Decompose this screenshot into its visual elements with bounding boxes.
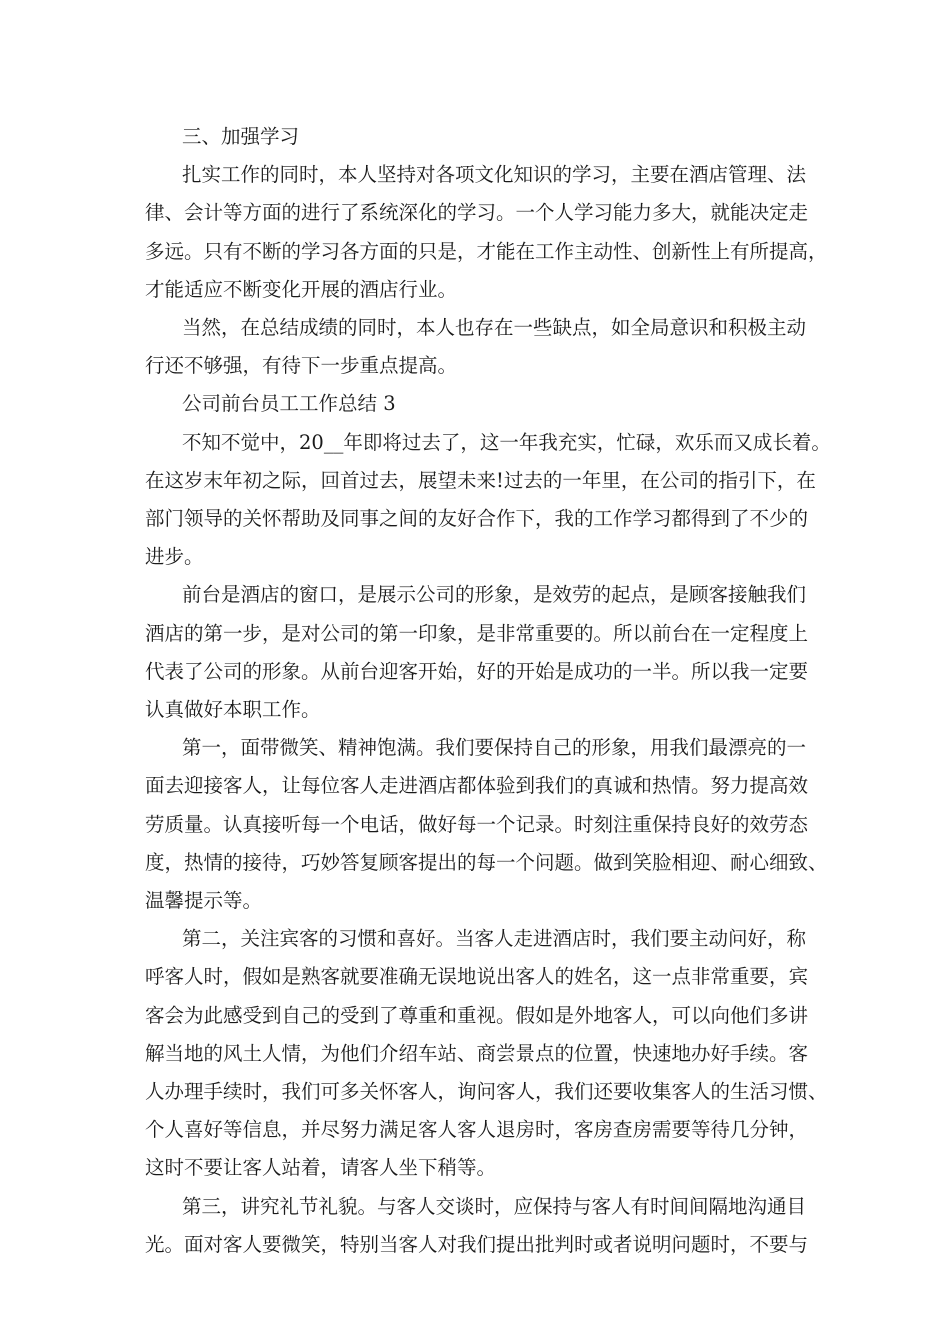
text-line: 解当地的风土人情，为他们介绍车站、商尝景点的位置，快速地办好手续。客 [145,1041,809,1065]
text-line: 认真做好本职工作。 [145,698,321,722]
text-line: 部门领导的关怀帮助及同事之间的友好合作下，我的工作学习都得到了不少的 [145,507,809,531]
text-line: 面去迎接客人，让每位客人走进酒店都体验到我们的真诚和热情。努力提高效 [145,774,809,798]
paragraph-shortcomings [145,309,813,385]
text-line: 温馨提示等。 [145,889,263,913]
paragraph-section-title [145,385,813,423]
text-line: 呼客人时，假如是熟客就要准确无误地说出客人的姓名，这一点非常重要，宾 [145,965,809,989]
text-line: 当然，在总结成绩的同时，本人也存在一些缺点，如全局意识和积极主动 [182,316,807,340]
paragraph-point-three [145,1188,813,1264]
paragraph-front-desk [145,576,813,729]
text-line: 律、会计等方面的进行了系统深化的学习。一个人学习能力多大，就能决定走 [145,201,809,225]
paragraph-point-two [145,920,828,1187]
text-line: 在这岁末年初之际，回首过去，展望未来!过去的一年里，在公司的指引下，在 [145,468,816,492]
paragraph-study [145,156,828,309]
document-body [145,118,831,1264]
text-line: 行还不够强，有待下一步重点提高。 [145,354,458,378]
paragraph-heading [145,118,813,156]
text-line: 客会为此感受到自己的受到了尊重和重视。假如是外地客人，可以向他们多讲 [145,1003,809,1027]
text-line: 才能适应不断变化开展的酒店行业。 [145,277,458,301]
text-line: 多远。只有不断的学习各方面的只是，才能在工作主动性、创新性上有所提高， [145,239,828,263]
text-line: 第一，面带微笑、精神饱满。我们要保持自己的形象，用我们最漂亮的一 [182,736,807,760]
text-line: 劳质量。认真接听每一个电话，做好每一个记录。时刻注重保持良好的效劳态 [145,812,809,836]
text-line: 度，热情的接待，巧妙答复顾客提出的每一个问题。做到笑脸相迎、耐心细致、 [145,850,828,874]
section-title: 公司前台员工工作总结 3 [182,392,396,416]
text-line: 代表了公司的形象。从前台迎客开始，好的开始是成功的一半。所以我一定要 [145,659,809,683]
text-line: 第三，讲究礼节礼貌。与客人交谈时，应保持与客人有时间间隔地沟通目 [182,1194,807,1218]
text-line: 前台是酒店的窗口，是展示公司的形象，是效劳的起点，是顾客接触我们 [182,583,807,607]
paragraph-intro [145,424,831,577]
text-line: 扎实工作的同时，本人坚持对各项文化知识的学习，主要在酒店管理、法 [182,163,807,187]
paragraph-point-one [145,729,828,920]
text-line: 这时不要让客人站着，请客人坐下稍等。 [145,1156,497,1180]
text-line: 不知不觉中，20__年即将过去了，这一年我充实，忙碌，欢乐而又成长着。 [182,430,831,454]
text-line: 第二，关注宾客的习惯和喜好。当客人走进酒店时，我们要主动问好，称 [182,927,807,951]
text-line: 酒店的第一步，是对公司的第一印象，是非常重要的。所以前台在一定程度上 [145,621,809,645]
text-line: 光。面对客人要微笑，特别当客人对我们提出批判时或者说明问题时，不要与 [145,1232,809,1256]
text-line: 个人喜好等信息，并尽努力满足客人客人退房时，客房查房需要等待几分钟， [145,1118,809,1142]
section-heading: 三、加强学习 [182,125,300,148]
text-line: 进步。 [145,545,204,569]
text-line: 人办理手续时，我们可多关怀客人，询问客人，我们还要收集客人的生活习惯、 [145,1080,828,1104]
